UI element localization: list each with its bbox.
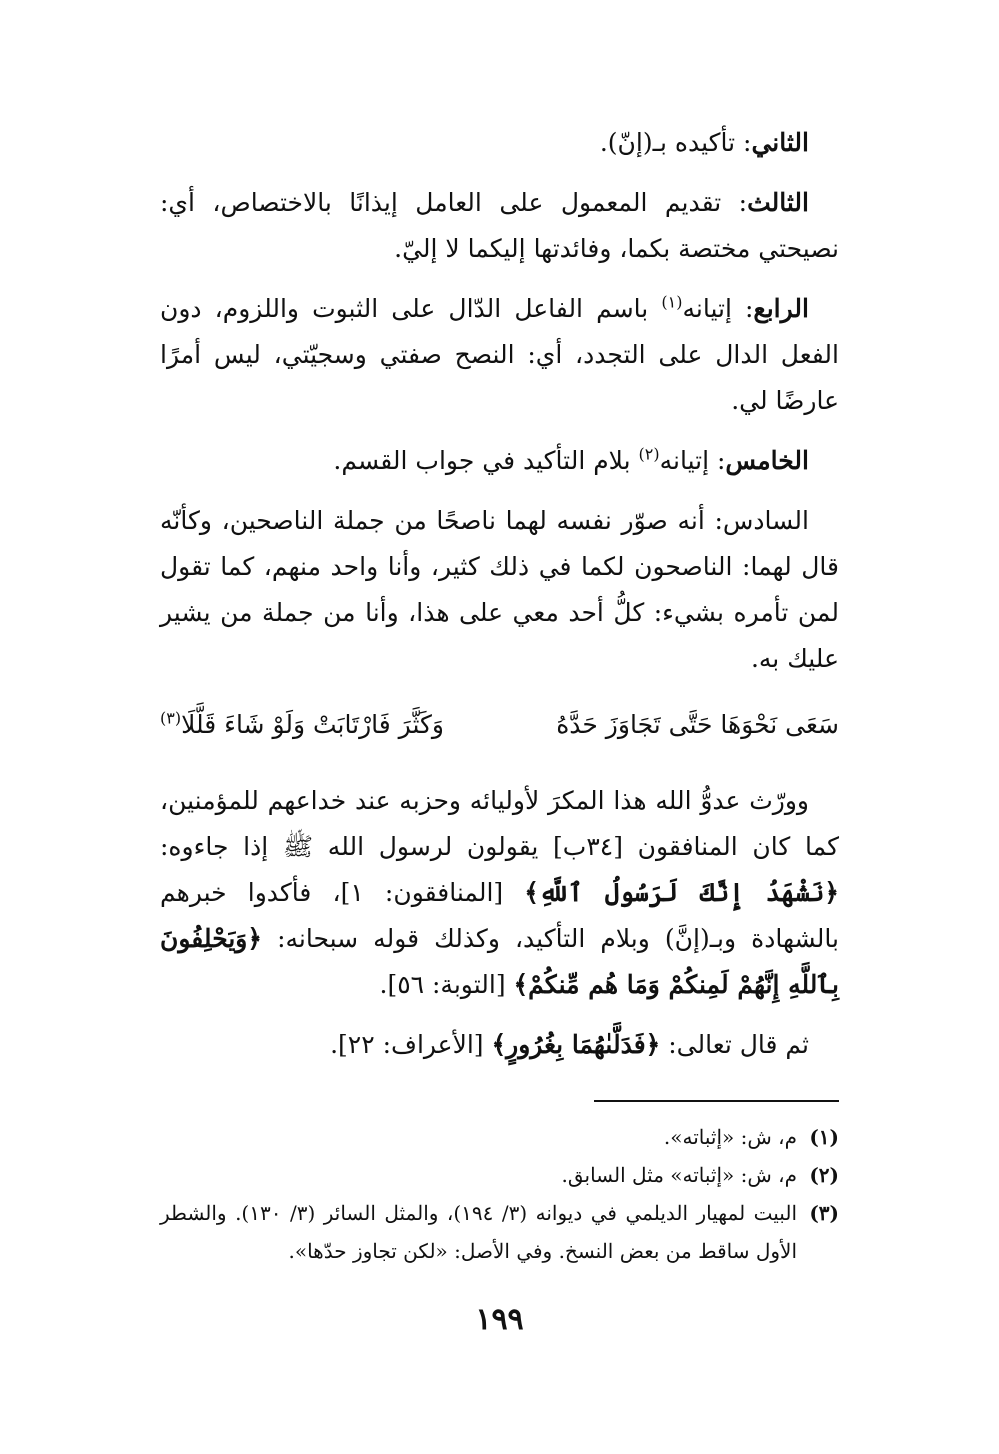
paragraph-text: : تقديم المعمول على العامل إيذانًا بالاختصاص، أي: نصيحتي مختصة بكما، وفائدتها إليكما لا إليّ. xyxy=(160,188,839,263)
verse-second-hemistich: وَكَثَّرَ فَارْتَابَتْ وَلَوْ شَاءَ قَلَّلَا xyxy=(181,710,444,739)
paragraph-text: السادس: أنه صوّر نفسه لهما ناصحًا من جملة الناصحين، وكأنّه قال لهما: الناصحون لكما في ذلك كثير، وأنا واحد منهم، كما تقول لمن تأمره بشيء: كلُّ أحد معي على هذا، وأنا من جملة من يشير عليك به. xyxy=(160,506,839,673)
paragraph-fifth xyxy=(160,438,839,484)
quran-reference: [المنافقون: ١] xyxy=(340,878,525,907)
paragraph-text: باسم الفاعل الدّال على الثبوت واللزوم، دون الفعل الدال على التجدد، أي: النصح صفتي وسجيّتي، ليس أمرًا عارضًا لي. xyxy=(160,294,839,415)
quran-reference: [التوبة: ٥٦]. xyxy=(379,970,514,999)
footnote xyxy=(160,1156,839,1194)
paragraph-second xyxy=(160,120,839,166)
footnote-text: م، ش: «إثباته». xyxy=(663,1125,797,1149)
footnote-number: (١) xyxy=(809,1125,839,1149)
quran-quote: ﴿فَدَلَّىٰهُمَا بِغُرُورٍ﴾ xyxy=(491,1030,661,1059)
paragraph-text: وورّث عدوُّ الله هذا المكرَ لأوليائه وحزبه عند خداعهم للمؤمنين، كما كان المنافقون [٣٤ب] يقولون لرسول الله ﷺ إذا جاءوه: xyxy=(160,786,839,861)
footnote-text: م، ش: «إثباته» مثل السابق. xyxy=(561,1163,797,1187)
paragraph-label: الخامس xyxy=(725,446,809,475)
footnote xyxy=(160,1118,839,1156)
verse-first-hemistich: سَعَى نَحْوَهَا حَتَّى تَجَاوَزَ حَدَّهُ xyxy=(556,710,839,739)
footnote-separator xyxy=(594,1100,839,1102)
footnote-reference: (١) xyxy=(661,292,683,312)
paragraph-text: ثم قال تعالى: xyxy=(660,1030,809,1059)
paragraph-text: بلام التأكيد في جواب القسم. xyxy=(333,446,639,475)
footnote xyxy=(160,1194,839,1270)
paragraph-third xyxy=(160,180,839,272)
verse-second-hemistich-wrap xyxy=(160,702,444,748)
quran-quote: ﴿وَيَحْلِفُونَ بِٱللَّهِ إِنَّهُمْ لَمِنكُمْ وَمَا هُم مِّنكُمْ﴾ xyxy=(160,924,839,999)
paragraph-sixth xyxy=(160,498,839,682)
paragraph-closing xyxy=(160,1022,839,1068)
footnotes xyxy=(160,1118,839,1270)
paragraph-label: الثاني xyxy=(751,128,809,157)
page-number: ١٩٩ xyxy=(475,1302,524,1337)
main-text xyxy=(160,120,839,1082)
paragraph-label: الثالث xyxy=(747,188,809,217)
paragraph-munafiqun xyxy=(160,778,839,1008)
paragraph-fourth xyxy=(160,286,839,424)
quran-reference: [الأعراف: ٢٢]. xyxy=(330,1030,492,1059)
quran-quote: ﴿نَشْهَدُ إِنَّكَ لَرَسُولُ ٱللَّهِ﴾ xyxy=(524,878,840,907)
footnote-number: (٢) xyxy=(809,1163,839,1187)
poetry-verse xyxy=(160,702,839,748)
footnote-number: (٣) xyxy=(809,1201,839,1225)
footnote-reference: (٢) xyxy=(638,444,660,464)
paragraph-text: : إتيانه xyxy=(682,294,754,323)
paragraph-text: ، فأكدوا خبرهم بالشهادة وبـ(إنَّ) وبلام التأكيد، وكذلك قوله سبحانه: xyxy=(160,878,839,953)
footnote-text: البيت لمهيار الديلمي في ديوانه (٣/ ١٩٤)، والمثل السائر (٣/ ١٣٠). والشطر الأول ساقط من بعض النسخ. وفي الأصل: «لكن تجاوز حدّها». xyxy=(160,1201,797,1263)
paragraph-text: : تأكيده بـ(إنّ). xyxy=(599,128,752,157)
footnote-reference: (٣) xyxy=(160,708,182,728)
paragraph-text: : إتيانه xyxy=(659,446,726,475)
paragraph-label: الرابع xyxy=(753,294,809,323)
